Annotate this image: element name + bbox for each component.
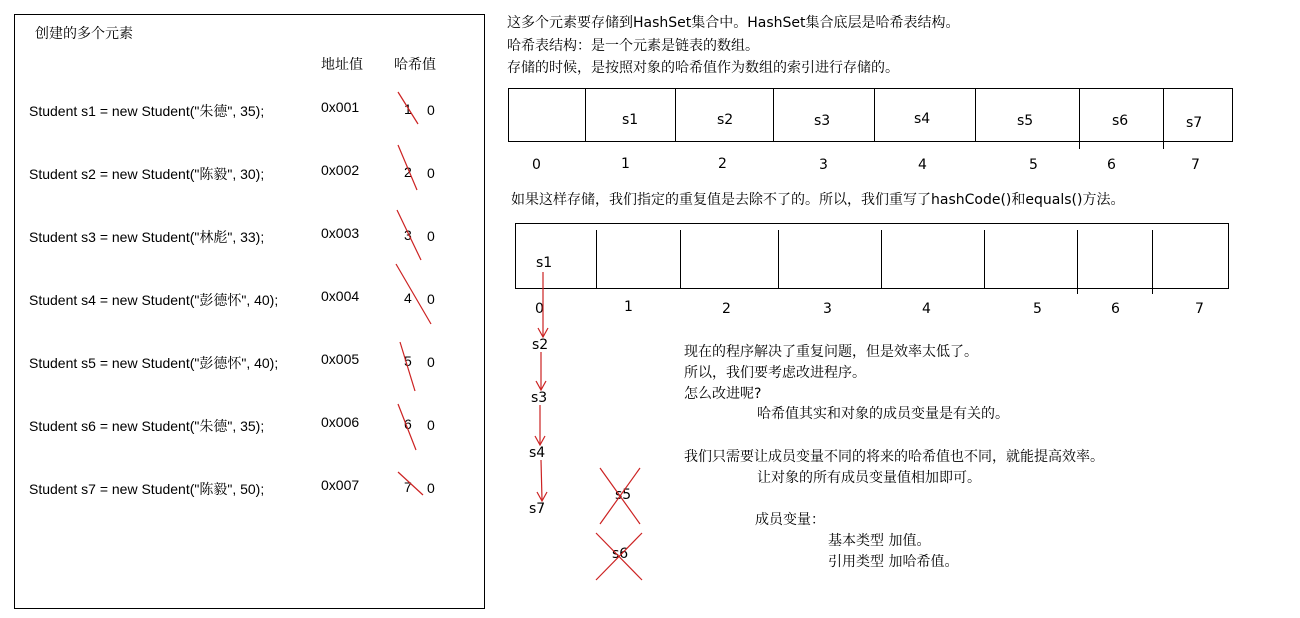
- object-address: 0x005: [321, 351, 360, 367]
- explanation-line: 成员变量：: [755, 512, 825, 528]
- new-hash-value: 0: [427, 165, 435, 181]
- strike-mark: [400, 342, 415, 391]
- array1-index: 7: [1191, 157, 1200, 173]
- explanation-line: 现在的程序解决了重复问题，但是效率太低了。: [684, 344, 978, 360]
- object-code: Student s7 = new Student("陈毅", 50);: [29, 481, 265, 497]
- explanation-line: 引用类型 加哈希值。: [828, 554, 959, 570]
- old-hash-value: 3: [404, 227, 412, 243]
- new-hash-value: 0: [427, 291, 435, 307]
- array2-index: 4: [922, 301, 931, 317]
- address-column-header: 地址值: [321, 57, 363, 73]
- chain-arrow: [541, 460, 542, 500]
- explanation-line: 怎么改进呢?: [684, 386, 762, 402]
- strike-mark: [398, 145, 417, 190]
- new-hash-value: 0: [427, 228, 435, 244]
- intro-line: 哈希表结构：是一个元素是链表的数组。: [507, 38, 759, 54]
- hash-column-header: 哈希值: [394, 57, 436, 73]
- object-address: 0x003: [321, 225, 360, 241]
- object-code: Student s3 = new Student("林彪", 33);: [29, 229, 265, 245]
- object-code: Student s1 = new Student("朱德", 35);: [29, 103, 265, 119]
- array1-cell-value: s1: [622, 112, 639, 128]
- array1-cell-value: s7: [1186, 115, 1203, 131]
- old-hash-value: 1: [404, 101, 412, 117]
- array1-cell-value: s2: [717, 112, 734, 128]
- rejected-node: s5: [615, 487, 632, 503]
- intro-line: 存储的时候，是按照对象的哈希值作为数组的索引进行存储的。: [507, 60, 899, 76]
- new-hash-value: 0: [427, 480, 435, 496]
- old-hash-value: 7: [404, 479, 412, 495]
- array1-cell-value: s6: [1112, 113, 1129, 129]
- array1-index: 5: [1029, 157, 1038, 173]
- object-code: Student s2 = new Student("陈毅", 30);: [29, 166, 265, 182]
- explanation-line: 我们只需要让成员变量不同的将来的哈希值也不同，就能提高效率。: [684, 449, 1104, 465]
- object-address: 0x006: [321, 414, 360, 430]
- array2-index: 3: [823, 301, 832, 317]
- new-hash-value: 0: [427, 417, 435, 433]
- intro-line: 这多个元素要存储到HashSet集合中。HashSet集合底层是哈希表结构。: [507, 15, 960, 31]
- new-hash-value: 0: [427, 102, 435, 118]
- rejected-node: s6: [612, 546, 629, 562]
- strike-mark: [396, 264, 431, 324]
- array1-index: 2: [718, 156, 727, 172]
- old-hash-value: 6: [404, 416, 412, 432]
- objects-panel-title: 创建的多个元素: [35, 26, 133, 42]
- object-address: 0x007: [321, 477, 360, 493]
- object-address: 0x004: [321, 288, 360, 304]
- explanation-line: 所以，我们要考虑改进程序。: [684, 365, 866, 381]
- array2-index: 2: [722, 301, 731, 317]
- duplicate-note: 如果这样存储，我们指定的重复值是去除不了的。所以，我们重写了hashCode()和equals()方法。: [511, 192, 1125, 208]
- chain-node: s7: [529, 501, 546, 517]
- array2-index: 7: [1195, 301, 1204, 317]
- strike-mark: [397, 210, 421, 260]
- array1-index: 1: [621, 156, 630, 172]
- array1-cell-value: s5: [1017, 113, 1034, 129]
- array2-index: 6: [1111, 301, 1120, 317]
- array1-index: 6: [1107, 157, 1116, 173]
- old-hash-value: 2: [404, 164, 412, 180]
- strike-mark: [398, 404, 416, 450]
- strike-mark: [398, 92, 418, 124]
- old-hash-value: 4: [404, 290, 412, 306]
- chain-node: s4: [529, 445, 546, 461]
- array1-cell-value: s4: [914, 111, 931, 127]
- object-code: Student s5 = new Student("彭德怀", 40);: [29, 355, 279, 371]
- array2-cell-value: s1: [536, 255, 553, 271]
- array1-index: 3: [819, 157, 828, 173]
- old-hash-value: 5: [404, 353, 412, 369]
- array2-index: 1: [624, 299, 633, 315]
- new-hash-value: 0: [427, 354, 435, 370]
- object-address: 0x002: [321, 162, 360, 178]
- array1-index: 4: [918, 157, 927, 173]
- chain-node: s3: [531, 390, 548, 406]
- explanation-line: 基本类型 加值。: [828, 533, 931, 549]
- object-address: 0x001: [321, 99, 360, 115]
- explanation-line: 哈希值其实和对象的成员变量是有关的。: [757, 406, 1009, 422]
- object-code: Student s6 = new Student("朱德", 35);: [29, 418, 265, 434]
- array1-index: 0: [532, 157, 541, 173]
- array2-index: 5: [1033, 301, 1042, 317]
- explanation-line: 让对象的所有成员变量值相加即可。: [757, 470, 981, 486]
- array1-cell-value: s3: [814, 113, 831, 129]
- strike-mark: [398, 472, 423, 495]
- array2-index: 0: [535, 301, 544, 317]
- chain-node: s2: [532, 337, 549, 353]
- object-code: Student s4 = new Student("彭德怀", 40);: [29, 292, 279, 308]
